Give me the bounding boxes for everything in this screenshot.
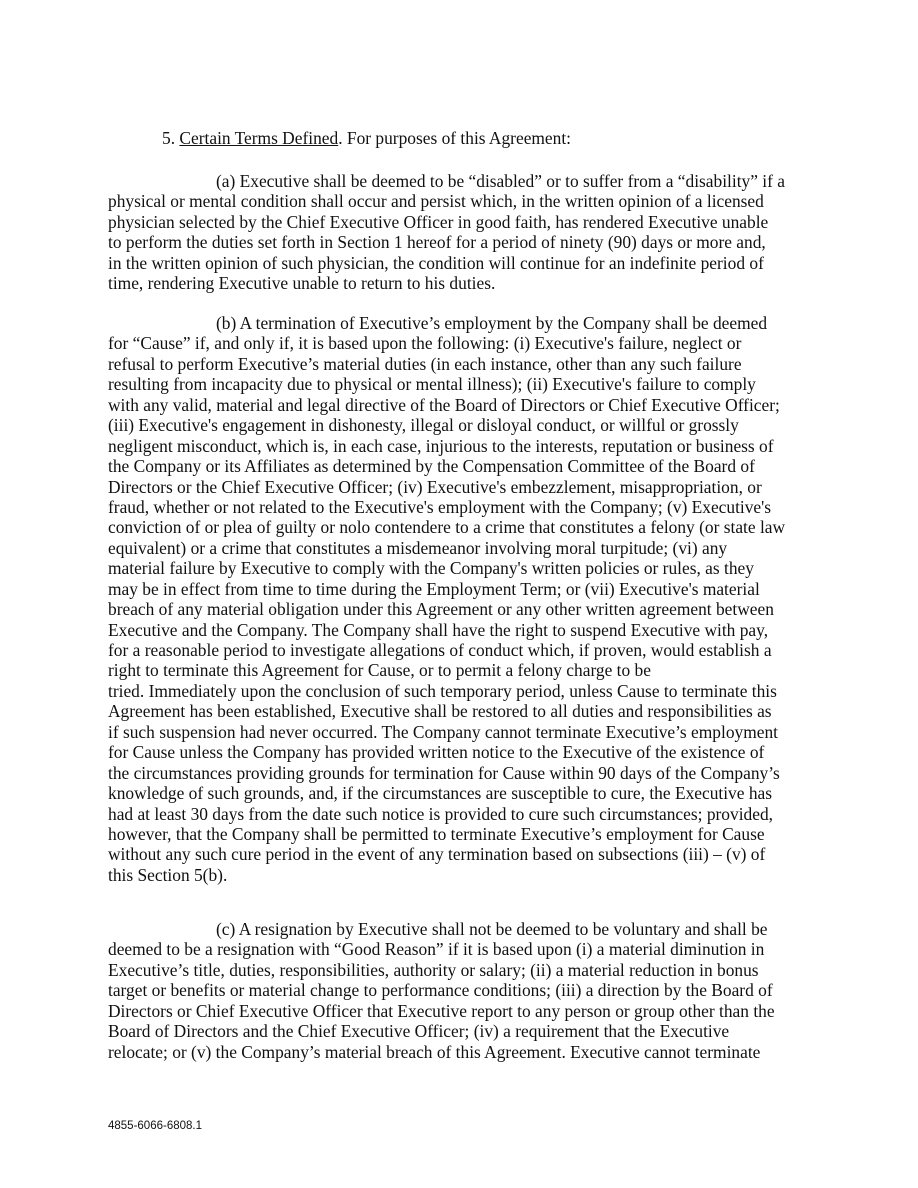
paragraph-line: equivalent) or a crime that constitutes a misdemeanor involving moral turpitude; (vi) any (108, 537, 728, 558)
paragraph-line: may be in effect from time to time during the Employment Term; or (vii) Executive's material (108, 578, 760, 599)
paragraph-line: for Cause unless the Company has provided written notice to the Executive of the existence of (108, 742, 765, 763)
paragraph-line: target or benefits or material change to performance conditions; (iii) a direction by the Board of (108, 980, 773, 1001)
paragraph-line: Executive and the Company. The Company shall have the right to suspend Executive with pay, (108, 619, 769, 640)
paragraph-line: physician selected by the Chief Executive Officer in good faith, has rendered Executive unable (108, 211, 769, 232)
paragraph-line: this Section 5(b). (108, 864, 228, 885)
document-id-footer: 4855-6066-6808.1 (108, 1120, 202, 1132)
paragraph-c (108, 919, 818, 1062)
paragraph-line: had at least 30 days from the date such notice is provided to cure such circumstances; provided, (108, 803, 773, 824)
paragraph-line: for “Cause” if, and only if, it is based upon the following: (i) Executive's failure, neglect or (108, 333, 742, 354)
paragraph-line: right to terminate this Agreement for Cause, or to permit a felony charge to be (108, 660, 651, 681)
paragraph-line: without any such cure period in the event of any termination based on subsections (iii) – (v) of (108, 844, 766, 865)
paragraph-line: physical or mental condition shall occur and persist which, in the written opinion of a licensed (108, 191, 764, 212)
paragraph-line: for a reasonable period to investigate allegations of conduct which, if proven, would establish a (108, 640, 772, 660)
paragraph-line: however, that the Company shall be permitted to terminate Executive’s employment for Cause (108, 823, 765, 844)
section-intro: . For purposes of this Agreement: (338, 128, 572, 148)
paragraph-line: (iii) Executive's engagement in dishonesty, illegal or disloyal conduct, or willful or grossly (108, 415, 739, 436)
paragraph-line: fraud, whether or not related to the Executive's employment with the Company; (v) Executive's (108, 496, 772, 517)
paragraph-line: deemed to be a resignation with “Good Reason” if it is based upon (i) a material diminution in (108, 939, 765, 960)
section-heading (162, 128, 571, 148)
section-number: 5. (162, 128, 176, 148)
paragraph-line: (c) A resignation by Executive shall not be deemed to be voluntary and shall be (216, 919, 768, 939)
paragraph-line: (b) A termination of Executive’s employment by the Company shall be deemed (216, 313, 768, 333)
paragraph-line: negligent misconduct, which is, in each case, injurious to the interests, reputation or business of (108, 435, 774, 456)
paragraph-line: in the written opinion of such physician, the condition will continue for an indefinite period of (108, 252, 764, 273)
paragraph-line: conviction of or plea of guilty or nolo contendere to a crime that constitutes a felony (or state law (108, 517, 786, 538)
paragraph-line: the Company or its Affiliates as determined by the Compensation Committee of the Board of (108, 456, 755, 477)
paragraph-line: Directors or the Chief Executive Officer; (iv) Executive's embezzlement, misappropriation, or (108, 476, 762, 497)
paragraph-line: the circumstances providing grounds for termination for Cause within 90 days of the Company’s (108, 762, 780, 783)
paragraph-line: with any valid, material and legal directive of the Board of Directors or Chief Executive Officer; (108, 394, 780, 415)
section-title: Certain Terms Defined (179, 128, 339, 148)
paragraph-line: Board of Directors and the Chief Executive Officer; (iv) a requirement that the Executive (108, 1021, 730, 1042)
paragraph-line: resulting from incapacity due to physical or mental illness); (ii) Executive's failure to comply (108, 374, 756, 395)
paragraph-line: knowledge of such grounds, and, if the circumstances are susceptible to cure, the Executive has (108, 783, 773, 804)
paragraph-line: Executive’s title, duties, responsibilities, authority or salary; (ii) a material reduction in bonus (108, 959, 759, 980)
paragraph-a (108, 171, 818, 294)
paragraph-line: to perform the duties set forth in Section 1 hereof for a period of ninety (90) days or more and, (108, 232, 766, 253)
paragraph-line: Agreement has been established, Executive shall be restored to all duties and responsibilities as (108, 701, 772, 722)
paragraph-line: if such suspension had never occurred. The Company cannot terminate Executive’s employment (108, 721, 778, 742)
paragraph-line: material failure by Executive to comply with the Company's written policies or rules, as they (108, 558, 754, 579)
paragraph-line: relocate; or (v) the Company’s material breach of this Agreement. Executive cannot terminate (108, 1041, 761, 1062)
paragraph-line: time, rendering Executive unable to return to his duties. (108, 273, 496, 294)
paragraph-line: tried. Immediately upon the conclusion of such temporary period, unless Cause to terminate this (108, 680, 777, 701)
paragraph-line: Directors or Chief Executive Officer that Executive report to any person or group other than the (108, 1000, 775, 1021)
paragraph-line: (a) Executive shall be deemed to be “disabled” or to suffer from a “disability” if a (216, 171, 785, 191)
paragraph-line: breach of any material obligation under this Agreement or any other written agreement between (108, 599, 774, 620)
paragraph-b (108, 313, 818, 885)
paragraph-line: refusal to perform Executive’s material duties (in each instance, other than any such failure (108, 353, 742, 374)
